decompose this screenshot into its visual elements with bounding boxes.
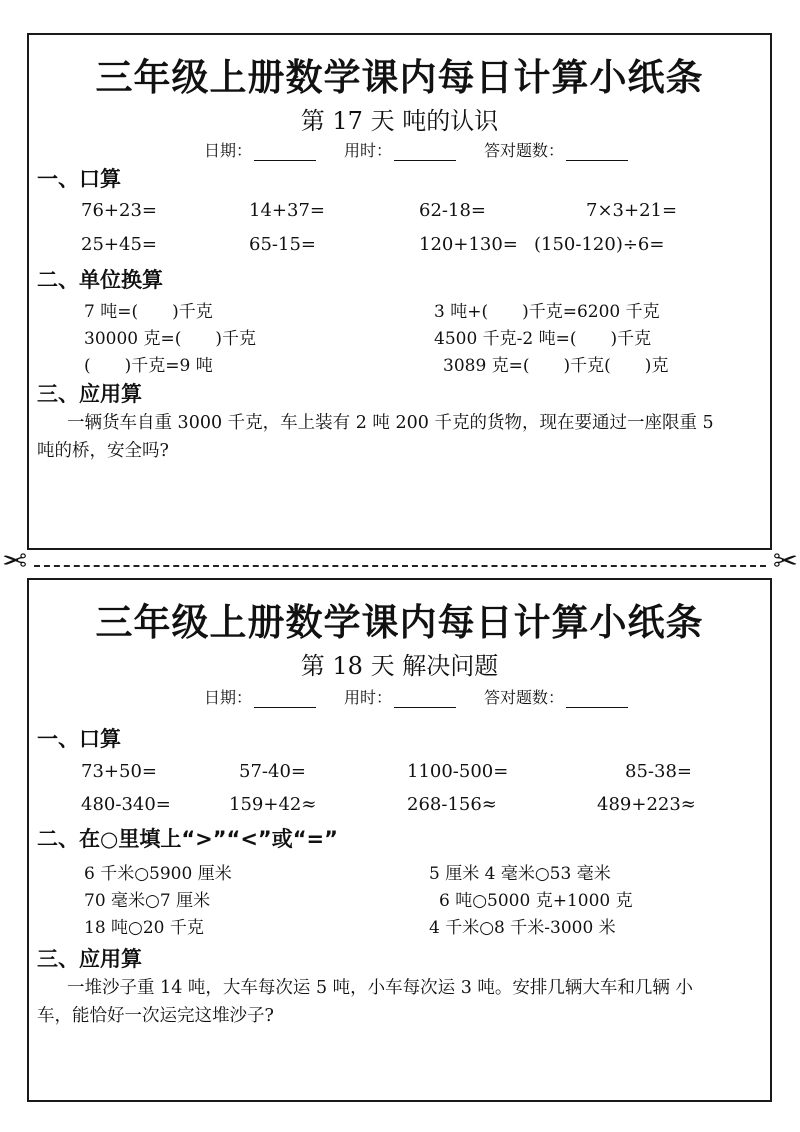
date-blank[interactable] [254, 693, 316, 708]
oral-problem: 1100-500= [407, 761, 509, 782]
sheet-title: 三年级上册数学课内每日计算小纸条 [95, 56, 704, 99]
time-label: 用时： [344, 141, 393, 160]
section-heading-oral: 一、口算 [37, 727, 121, 751]
conversion-problem: 3089 克=( )千克( )克 [443, 356, 669, 376]
section-heading-word-problem: 三、应用算 [37, 382, 142, 406]
conversion-problem: 3 吨+( )千克=6200 千克 [434, 302, 660, 322]
scissors-icon: ✂ [772, 544, 798, 579]
section-heading-word-problem: 三、应用算 [37, 947, 142, 971]
correct-count-blank[interactable] [566, 146, 628, 161]
correct-count-field[interactable] [484, 138, 628, 161]
compare-problem: 18 吨○20 千克 [84, 918, 204, 938]
conversion-problem: ( )千克=9 吨 [84, 356, 213, 376]
oral-problem: 57-40= [239, 761, 306, 782]
oral-problem: 76+23= [81, 200, 157, 221]
oral-problem: 65-15= [249, 234, 316, 255]
sheet-title: 三年级上册数学课内每日计算小纸条 [95, 601, 704, 644]
time-blank[interactable] [394, 146, 456, 161]
sheet-subtitle: 第 17 天 吨的认识 [300, 107, 499, 135]
word-problem-text: 一辆货车自重 3000 千克，车上装有 2 吨 200 千克的货物，现在要通过一座限重 5 吨的桥，安全吗? [37, 413, 714, 461]
date-field[interactable] [204, 685, 316, 708]
section-heading-compare: 二、在○里填上“>”“<”或“=” [37, 827, 338, 851]
dashed-cut-line [34, 565, 766, 567]
oral-problem: 62-18= [419, 200, 486, 221]
time-field[interactable] [344, 138, 456, 161]
time-label: 用时： [344, 688, 393, 707]
oral-problem: 85-38= [625, 761, 692, 782]
correct-count-field[interactable] [484, 685, 628, 708]
correct-count-blank[interactable] [566, 693, 628, 708]
oral-problem: 7×3+21= [586, 200, 678, 221]
oral-problem: 489+223≈ [597, 794, 696, 815]
worksheet-card-day17 [27, 33, 772, 550]
conversion-problem: 30000 克=( )千克 [84, 329, 256, 349]
scissors-icon: ✂ [2, 544, 28, 579]
oral-problem: 120+130= [419, 234, 518, 255]
compare-problem: 6 千米○5900 厘米 [84, 864, 232, 884]
date-blank[interactable] [254, 146, 316, 161]
conversion-problem: 7 吨=( )千克 [84, 302, 213, 322]
compare-problem: 70 毫米○7 厘米 [84, 891, 211, 911]
compare-problem: 4 千米○8 千米-3000 米 [429, 918, 616, 938]
word-problem-text: 一堆沙子重 14 吨，大车每次运 5 吨，小车每次运 3 吨。安排几辆大车和几辆 小车，能恰好一次运完这堆沙子? [37, 978, 693, 1026]
worksheet-card-day18 [27, 578, 772, 1102]
oral-problem: 14+37= [249, 200, 325, 221]
oral-problem: 73+50= [81, 761, 157, 782]
compare-problem: 5 厘米 4 毫米○53 毫米 [429, 864, 611, 884]
correct-count-label: 答对题数： [484, 688, 565, 707]
oral-problem: (150-120)÷6= [534, 234, 665, 255]
time-blank[interactable] [394, 693, 456, 708]
date-label: 日期： [204, 141, 253, 160]
date-field[interactable] [204, 138, 316, 161]
date-label: 日期： [204, 688, 253, 707]
oral-problem: 25+45= [81, 234, 157, 255]
oral-problem: 159+42≈ [229, 794, 317, 815]
compare-problem: 6 吨○5000 克+1000 克 [439, 891, 633, 911]
oral-problem: 268-156≈ [407, 794, 497, 815]
section-heading-unit-conversion: 二、单位换算 [37, 268, 163, 292]
cut-line [0, 544, 800, 579]
correct-count-label: 答对题数： [484, 141, 565, 160]
section-heading-oral: 一、口算 [37, 167, 121, 191]
conversion-problem: 4500 千克-2 吨=( )千克 [434, 329, 652, 349]
oral-problem: 480-340= [81, 794, 171, 815]
sheet-subtitle: 第 18 天 解决问题 [300, 652, 499, 680]
time-field[interactable] [344, 685, 456, 708]
